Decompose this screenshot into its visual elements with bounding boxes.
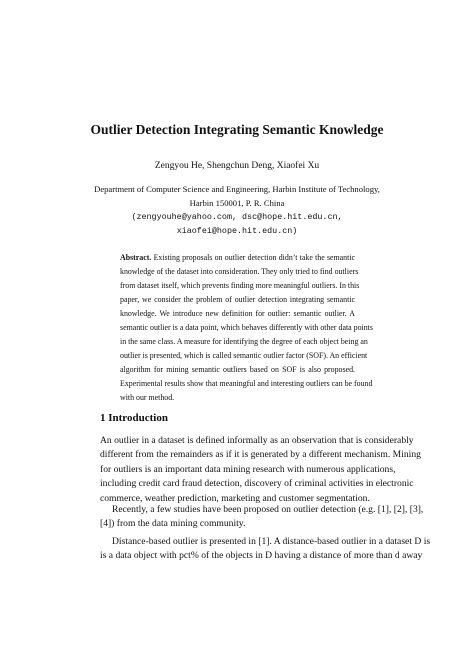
abstract-line: from dataset itself, which prevents finding more meaningful outliers. In this: [120, 281, 360, 290]
abstract-line: knowledge. We introduce new definition for outlier: semantic outlier. A: [120, 309, 355, 318]
affiliation-block: [0, 182, 474, 238]
section-heading: 1 Introduction: [100, 412, 168, 424]
body-line: commerce, weather prediction, marketing and customer segmentation.: [100, 492, 370, 504]
abstract-line: semantic outlier is a data point, which behaves differently with other data points: [120, 323, 373, 332]
body-line: including credit card fraud detection, discovery of criminal activities in electronic: [100, 478, 414, 490]
affiliation-line: Harbin 150001, P. R. China: [189, 198, 285, 208]
intro-paragraph-3: [100, 535, 431, 564]
body-line: [4]) from the data mining community.: [100, 518, 246, 530]
intro-paragraph-2: [100, 503, 424, 532]
paper-authors: Zengyou He, Shengchun Deng, Xiaofei Xu: [154, 161, 320, 171]
abstract-line: knowledge of the dataset into consideration. They only tried to find outliers: [120, 267, 359, 276]
email-line: xiaofei@hope.hit.edu.cn): [176, 226, 298, 236]
body-line: for outliers is an important data mining research with numerous applications,: [100, 463, 396, 475]
abstract-line: [120, 251, 355, 265]
paper-title: Outlier Detection Integrating Semantic Knowledge: [90, 122, 384, 137]
affiliation-line: Department of Computer Science and Engineering, Harbin Institute of Technology,: [94, 184, 380, 194]
abstract-label: Abstract.: [120, 253, 152, 262]
abstract-line: Experimental results show that meaningful and interesting outliers can be found: [120, 379, 373, 388]
abstract-line: with our method.: [120, 393, 175, 402]
abstract: [120, 251, 373, 405]
body-line: Recently, a few studies have been proposed on outlier detection (e.g. [1], [2], [3],: [112, 504, 424, 515]
abstract-line: algorithm for mining semantic outliers based on SOF is also proposed.: [120, 365, 355, 374]
abstract-text: Existing proposals on outlier detection didn’t take the semantic: [151, 253, 355, 262]
abstract-line: paper, we consider the problem of outlier detection integrating semantic: [120, 295, 355, 304]
body-line: Distance-based outlier is presented in [1]. A distance-based outlier in a dataset D is: [112, 536, 431, 547]
intro-paragraph-1: [100, 434, 421, 506]
body-line: is a data object with pct% of the objects in D having a distance of more than d away: [100, 550, 423, 562]
email-line: (zengyouhe@yahoo.com, dsc@hope.hit.edu.cn,: [131, 212, 343, 222]
abstract-line: in the same class. A measure for identifying the degree of each object being an: [120, 337, 368, 346]
body-line: different from the remainders as if it is generated by a different mechanism. Mining: [100, 449, 421, 461]
body-line: An outlier in a dataset is defined informally as an observation that is considerably: [100, 435, 414, 446]
abstract-line: outlier is presented, which is called semantic outlier factor (SOF). An efficient: [120, 351, 368, 360]
